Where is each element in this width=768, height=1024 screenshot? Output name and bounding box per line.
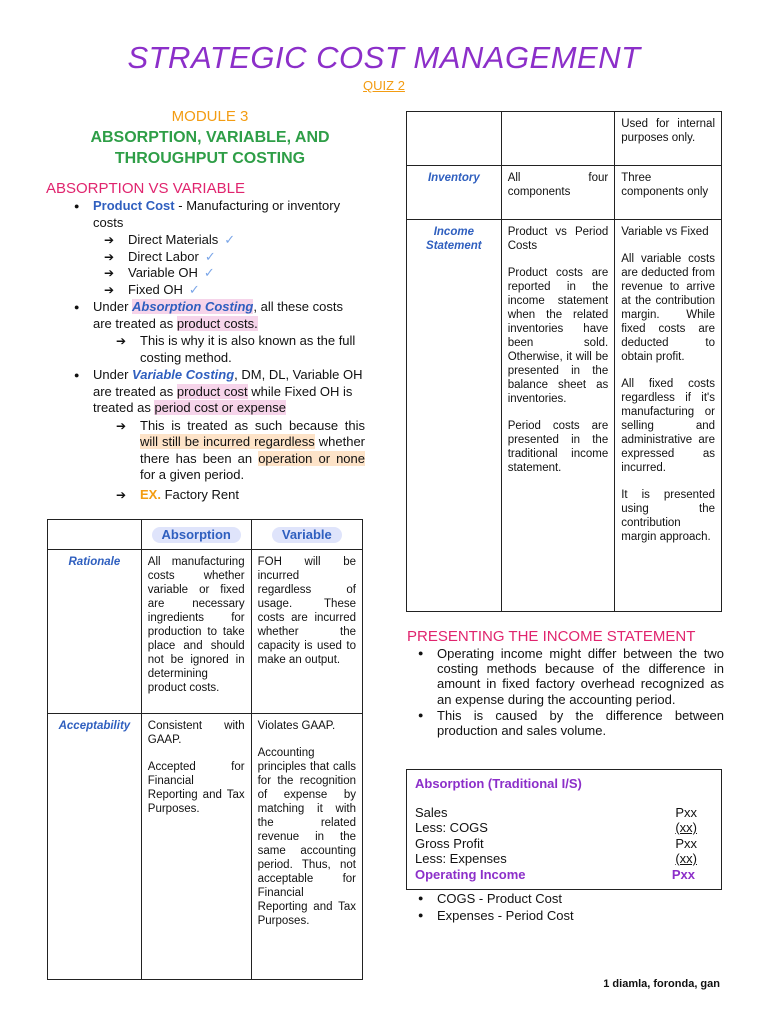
component-item [60, 249, 365, 266]
is-line [415, 820, 713, 836]
cell-text: All manufacturing costs whether variable or fixed are necessary ingredients for production to take place and should not be ignored in determining product costs. [147, 556, 245, 694]
table-row [48, 550, 363, 714]
absorption-costing-term: Absorption Costing [132, 299, 254, 314]
is-line-amount: (xx) [675, 851, 697, 866]
document-title: STRATEGIC COST MANAGEMENT [127, 40, 641, 75]
highlight-operation: operation or none [258, 450, 365, 466]
cell-text: Accounting principles that calls for the recognition of expense by matching it with the related revenue in the same accounting period. Thus, not acceptable for Financial Reporting and Tax Purposes. [257, 747, 356, 927]
table-cell [615, 166, 722, 220]
component-item [60, 232, 365, 249]
comparison-table-left [47, 519, 363, 980]
is-line [415, 805, 713, 821]
is-total-amount: Pxx [671, 866, 695, 882]
row-label-income-statement: Income Statement [407, 220, 502, 612]
product-cost-term: Product Cost [93, 198, 175, 213]
table-header-row [48, 520, 363, 550]
table-row [407, 220, 722, 612]
is-line-amount: Pxx [675, 835, 697, 851]
component-label: Variable OH [128, 265, 198, 280]
example-label: EX. [140, 486, 161, 502]
component-item [60, 265, 365, 282]
is-line-label: Gross Profit [415, 835, 484, 851]
cell-text: Accepted for Financial Reporting and Tax Purposes. [147, 761, 245, 815]
check-icon: ✓ [203, 265, 215, 280]
is-line-amount: Pxx [675, 804, 697, 820]
example-item [60, 487, 365, 504]
is-line-label: Sales [415, 804, 448, 820]
income-statement-box [406, 769, 722, 890]
notes-list [404, 891, 724, 924]
text: , DM, DL, Variable OH are treated as [93, 367, 363, 399]
cell-text: It is presented using the contribution margin approach. [621, 489, 715, 543]
header-absorption [141, 520, 251, 550]
check-icon: ✓ [188, 281, 200, 297]
cell-text: Violates GAAP. [257, 720, 336, 732]
highlight-regardless: will still be incurred regardless [140, 434, 315, 449]
table-cell [141, 714, 251, 980]
absorption-note: ➔ This is why it is also known as the full costing method. [60, 333, 365, 366]
page-footer: 1 diamla, foronda, gan [603, 978, 720, 990]
component-label: Direct Materials [128, 232, 219, 247]
row-label-empty [407, 112, 502, 166]
check-icon: ✓ [204, 248, 216, 264]
row-label-inventory: Inventory [407, 166, 502, 220]
table-corner-cell [48, 520, 142, 550]
header-variable [251, 520, 362, 550]
header-absorption-label: Absorption [152, 527, 241, 543]
table-cell [501, 166, 615, 220]
example-text: Factory Rent [164, 486, 240, 502]
is-line [415, 836, 713, 852]
cell-text: Period costs are presented in the traditional income statement. [507, 420, 609, 474]
cell-text: Product costs are reported in the income statement when the related inventories have been sold. Otherwise, it will be presented in the balance sheet as inventories. [507, 267, 609, 405]
cell-text: All fixed costs regardless if it's manufacturing or selling and administrative are expressed as incurred. [621, 378, 715, 474]
is-line-label: Less: COGS [415, 820, 488, 835]
text: , all these costs are treated as [93, 299, 343, 331]
list-item: ● This is caused by the difference between production and sales volume. [404, 708, 724, 738]
variable-costing-term: Variable Costing [132, 367, 235, 382]
highlight-product-costs: product costs. [176, 315, 258, 331]
is-total-line [415, 867, 713, 883]
table-cell [501, 112, 615, 166]
comparison-table-right [406, 111, 722, 612]
text: Under [93, 367, 129, 382]
table-cell [615, 112, 722, 166]
table-row [407, 112, 722, 166]
text: for a given period. [140, 467, 245, 482]
absorption-costing-bullet [60, 299, 365, 332]
module-label: MODULE 3 [171, 108, 249, 125]
table-cell [141, 550, 251, 714]
table-cell [251, 550, 362, 714]
presenting-body [404, 646, 724, 739]
header-variable-label: Variable [272, 527, 342, 543]
table-row [48, 714, 363, 980]
product-cost-bullet [60, 198, 365, 231]
list-item: ● Operating income might differ between the two costing methods because of the difference in amount in fixed factory overhead recognized as an expense during the accounting period. [404, 646, 724, 707]
table-cell [501, 220, 615, 612]
cell-text: Consistent with GAAP. [147, 720, 245, 746]
text: This is treated as such because this [140, 417, 365, 433]
highlight-period-cost: period cost or expense [154, 400, 286, 415]
cell-text: Product vs Period Costs [507, 226, 609, 252]
cell-text: Three components only [621, 172, 709, 198]
variable-note [60, 418, 365, 484]
variable-costing-bullet [60, 367, 365, 417]
check-icon: ✓ [224, 232, 236, 247]
row-label-acceptability: Acceptability [48, 714, 142, 980]
module-title: ABSORPTION, VARIABLE, AND THROUGHPUT COSTING [90, 129, 330, 167]
cell-text: Variable vs Fixed [621, 226, 709, 238]
list-item: ● COGS - Product Cost [404, 891, 724, 907]
income-statement-heading: Absorption (Traditional I/S) [415, 776, 582, 791]
table-row [407, 166, 722, 220]
document-subtitle: QUIZ 2 [363, 78, 405, 93]
component-label: Fixed OH [128, 281, 183, 297]
section-heading-abs-vs-var: ABSORPTION VS VARIABLE [46, 180, 245, 197]
cell-text: Used for internal purposes only. [621, 118, 715, 144]
abs-vs-var-body [60, 198, 365, 503]
table-cell [615, 220, 722, 612]
component-label: Direct Labor [128, 248, 199, 264]
cell-text: All four components [507, 172, 609, 198]
highlight-product-cost: product cost [176, 383, 248, 399]
row-label-rationale: Rationale [48, 550, 142, 714]
is-line-amount: (xx) [675, 820, 697, 835]
is-line-label: Less: Expenses [415, 851, 507, 866]
list-item: ● Expenses - Period Cost [404, 908, 724, 924]
text: while Fixed OH is treated as [93, 383, 353, 415]
section-heading-presenting: PRESENTING THE INCOME STATEMENT [407, 628, 696, 645]
text: Under [93, 299, 129, 314]
is-line [415, 851, 713, 867]
component-item [60, 282, 365, 299]
text: whether there has been an [140, 434, 365, 466]
cell-text: FOH will be incurred regardless of usage. These costs are incurred whether the capacity is used to make an output. [257, 556, 356, 666]
table-cell [251, 714, 362, 980]
cell-text: All variable costs are deducted from revenue to arrive at the contribution margin. While fixed costs are deducted to obtain profit. [621, 253, 715, 363]
is-total-label: Operating Income [415, 866, 526, 882]
product-cost-def: - Manufacturing or inventory costs [93, 198, 341, 230]
